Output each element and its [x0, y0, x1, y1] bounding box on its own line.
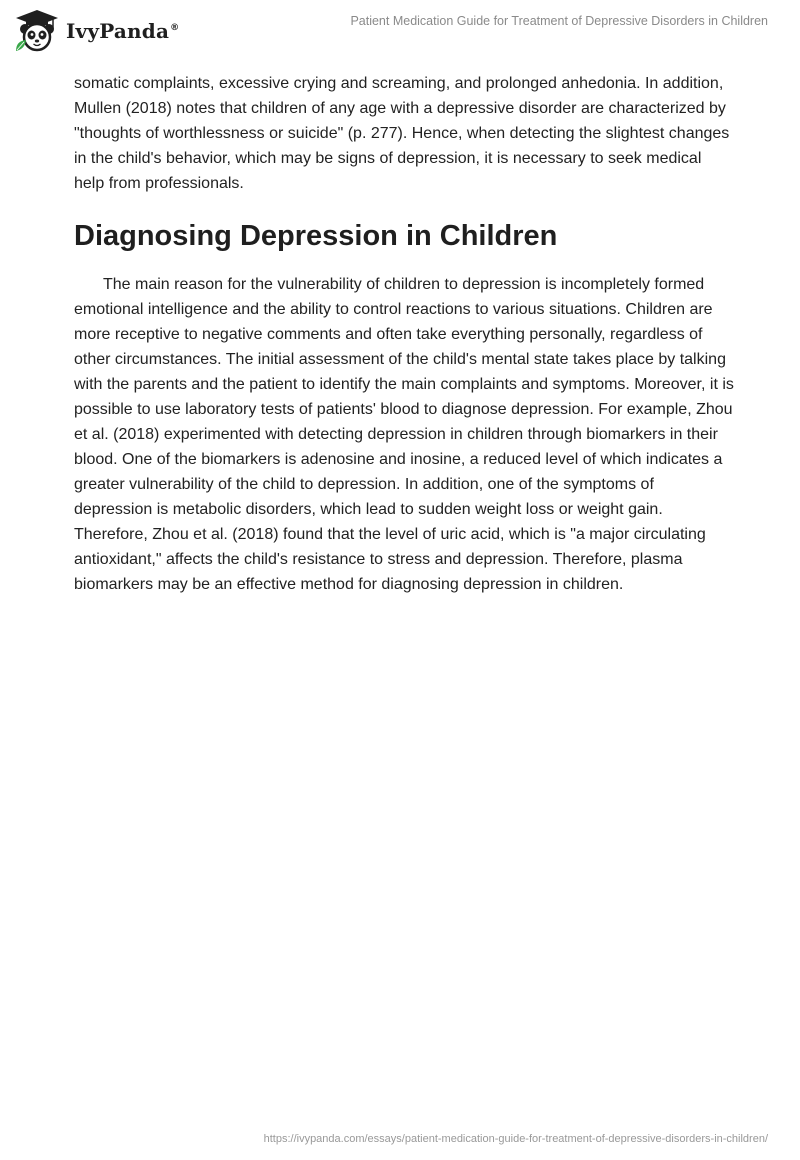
- panda-graduate-icon: [12, 7, 62, 55]
- intro-paragraph: somatic complaints, excessive crying and screaming, and prolonged anhedonia. In addition, Mullen (2018) notes that children of any age with a depressive disorder are characterized by "thoughts of worthlessness or suicide" (p. 277). Hence, when detecting the slightest changes in the child's behavior, which may be signs of depression, it is necessary to seek medical help from professionals.: [74, 75, 730, 192]
- essay-content: [74, 71, 734, 597]
- document-title: Patient Medication Guide for Treatment of Depressive Disorders in Children: [350, 14, 768, 28]
- section-paragraph: The main reason for the vulnerability of children to depression is incompletely formed emotional intelligence and the ability to control reactions to various situations. Children are more receptive to negative comments and often take everything personally, regardless of other circumstances. The initial assessment of the child's mental state takes place by talking with the parents and the patient to identify the main complaints and symptoms. Moreover, it is possible to use laboratory tests of patients' blood to diagnose depression. For example, Zhou et al. (2018) experimented with detecting depression in children through biomarkers in their blood. One of the biomarkers is adenosine and inosine, a reduced level of which indicates a greater vulnerability of the child to depression. In addition, one of the symptoms of depression is metabolic disorders, which lead to sudden weight loss or weight gain. Therefore, Zhou et al. (2018) found that the level of uric acid, which is "a major circulating antioxidant," affects the child's resistance to stress and depression. Therefore, plasma biomarkers may be an effective method for diagnosing depression in children.: [74, 276, 734, 593]
- section-heading: Diagnosing Depression in Children: [74, 220, 558, 252]
- ivypanda-logo[interactable]: [12, 6, 179, 56]
- logo-wordmark: IvyPanda®: [66, 19, 180, 43]
- registered-mark: ®: [170, 23, 180, 34]
- page-header: [0, 0, 800, 60]
- source-url[interactable]: https://ivypanda.com/essays/patient-medication-guide-for-treatment-of-depressive-disorders-in-children/: [263, 1133, 768, 1145]
